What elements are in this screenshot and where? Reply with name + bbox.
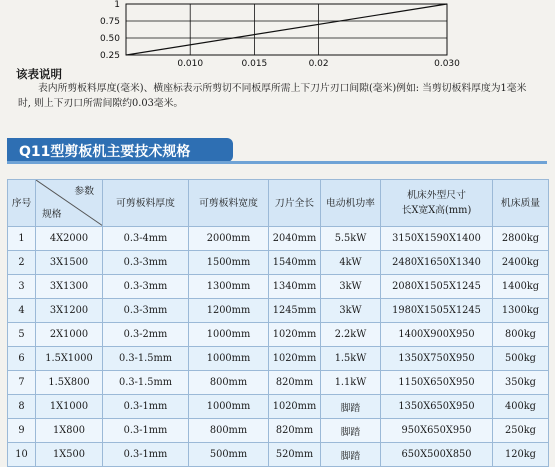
cell-thickness: 0.3-4mm (103, 227, 189, 251)
table-row (8, 251, 549, 275)
cell-blade: 1340mm (269, 275, 321, 299)
cell-motor: 1.1kW (321, 371, 381, 395)
cell-index: 3 (8, 275, 36, 299)
cell-dimensions: 2480X1650X1340 (381, 251, 493, 275)
cell-dimensions: 3150X1590X1400 (381, 227, 493, 251)
cell-weight: 800kg (493, 323, 549, 347)
cell-dimensions: 950X650X950 (381, 419, 493, 443)
cell-motor: 4kW (321, 251, 381, 275)
cell-dimensions: 1980X1505X1245 (381, 299, 493, 323)
cell-blade: 820mm (269, 371, 321, 395)
cell-spec: 2X1000 (36, 323, 103, 347)
cell-spec: 3X1200 (36, 299, 103, 323)
cell-index: 5 (8, 323, 36, 347)
cell-width: 800mm (189, 371, 269, 395)
cell-index: 10 (8, 443, 36, 467)
section-title: Q11型剪板机主要技术规格 (19, 144, 191, 160)
cell-index: 6 (8, 347, 36, 371)
cell-index: 8 (8, 395, 36, 419)
cell-dimensions: 650X500X850 (381, 443, 493, 467)
cell-spec: 1X500 (36, 443, 103, 467)
cell-width: 1000mm (189, 323, 269, 347)
cell-thickness: 0.3-1mm (103, 443, 189, 467)
cell-weight: 250kg (493, 419, 549, 443)
cell-thickness: 0.3-1.5mm (103, 347, 189, 371)
table-row (8, 395, 549, 419)
x-tick-label: 0.02 (308, 59, 329, 66)
cell-spec: 3X1500 (36, 251, 103, 275)
cell-thickness: 0.3-3mm (103, 251, 189, 275)
x-tick-label: 0.010 (177, 59, 204, 66)
cell-blade: 820mm (269, 419, 321, 443)
cell-weight: 400kg (493, 395, 549, 419)
header-width: 可剪板料宽度 (189, 180, 269, 227)
table-row (8, 227, 549, 251)
cell-weight: 1300kg (493, 299, 549, 323)
section-title-bar (7, 138, 233, 162)
header-spec: 规格 (42, 209, 62, 220)
header-param: 参数 (74, 186, 94, 197)
x-tick-label: 0.015 (241, 59, 268, 66)
table-row (8, 443, 549, 467)
cell-weight: 500kg (493, 347, 549, 371)
cell-motor: 3kW (321, 299, 381, 323)
cell-index: 2 (8, 251, 36, 275)
description-text: 表内所剪板料厚度(毫米)、横座标表示所剪切不同板厚所需上下刀片刃口间隙(毫米)例如: 当剪切板料厚度为1毫米时, 则上下刃口所需间隙约0.03毫米。 (18, 83, 527, 109)
spec-table (7, 179, 549, 467)
table-row (8, 371, 549, 395)
cell-width: 500mm (189, 443, 269, 467)
clearance-chart (0, 0, 555, 66)
cell-motor: 脚踏 (321, 443, 381, 467)
x-tick-label: 0.030 (434, 59, 460, 66)
header-index: 序号 (8, 180, 36, 227)
cell-weight: 2400kg (493, 251, 549, 275)
cell-width: 1000mm (189, 395, 269, 419)
header-dimensions (381, 180, 493, 227)
table-row (8, 419, 549, 443)
cell-index: 4 (8, 299, 36, 323)
y-tick-label: 1 (114, 0, 120, 10)
table-row (8, 323, 549, 347)
cell-blade: 1020mm (269, 347, 321, 371)
cell-width: 800mm (189, 419, 269, 443)
header-param-spec (36, 180, 103, 227)
cell-motor: 脚踏 (321, 395, 381, 419)
cell-spec: 1X800 (36, 419, 103, 443)
cell-dimensions: 1400X900X950 (381, 323, 493, 347)
cell-weight: 2800kg (493, 227, 549, 251)
cell-dimensions: 2080X1505X1245 (381, 275, 493, 299)
cell-dimensions: 1150X650X950 (381, 371, 493, 395)
y-tick-label: 0.25 (99, 51, 120, 61)
description-title: 该表说明 (16, 67, 62, 81)
cell-spec: 1.5X1000 (36, 347, 103, 371)
cell-blade: 1020mm (269, 395, 321, 419)
cell-dimensions: 1350X650X950 (381, 395, 493, 419)
cell-motor: 1.5kW (321, 347, 381, 371)
cell-dimensions: 1350X750X950 (381, 347, 493, 371)
cell-weight: 350kg (493, 371, 549, 395)
cell-motor: 5.5kW (321, 227, 381, 251)
cell-spec: 1.5X800 (36, 371, 103, 395)
cell-width: 2000mm (189, 227, 269, 251)
cell-thickness: 0.3-1mm (103, 419, 189, 443)
header-blade: 刀片全长 (269, 180, 321, 227)
header-motor: 电动机功率 (321, 180, 381, 227)
cell-weight: 1400kg (493, 275, 549, 299)
header-thickness: 可剪板料厚度 (103, 180, 189, 227)
cell-motor: 脚踏 (321, 419, 381, 443)
series-line (126, 4, 447, 55)
cell-blade: 2040mm (269, 227, 321, 251)
header-weight: 机床质量 (493, 180, 549, 227)
cell-blade: 1020mm (269, 323, 321, 347)
cell-motor: 2.2kW (321, 323, 381, 347)
header-dimensions-line1: 机床外型尺寸 (407, 190, 466, 201)
cell-weight: 120kg (493, 443, 549, 467)
cell-index: 1 (8, 227, 36, 251)
y-tick-label: 0.75 (99, 17, 120, 27)
cell-blade: 1540mm (269, 251, 321, 275)
y-tick-label: 0.50 (99, 34, 120, 44)
cell-index: 7 (8, 371, 36, 395)
cell-spec: 3X1300 (36, 275, 103, 299)
cell-spec: 1X1000 (36, 395, 103, 419)
cell-thickness: 0.3-3mm (103, 299, 189, 323)
cell-motor: 3kW (321, 275, 381, 299)
cell-width: 1200mm (189, 299, 269, 323)
cell-width: 1000mm (189, 347, 269, 371)
table-row (8, 299, 549, 323)
cell-blade: 1245mm (269, 299, 321, 323)
cell-blade: 520mm (269, 443, 321, 467)
cell-thickness: 0.3-3mm (103, 275, 189, 299)
cell-thickness: 0.3-2mm (103, 323, 189, 347)
cell-width: 1500mm (189, 251, 269, 275)
header-dimensions-line2: 长X宽X高(mm) (401, 205, 472, 216)
title-underline (7, 161, 547, 164)
cell-thickness: 0.3-1.5mm (103, 371, 189, 395)
cell-thickness: 0.3-1mm (103, 395, 189, 419)
table-header-row (8, 180, 549, 227)
cell-index: 9 (8, 419, 36, 443)
table-row (8, 347, 549, 371)
cell-width: 1300mm (189, 275, 269, 299)
table-row (8, 275, 549, 299)
cell-spec: 4X2000 (36, 227, 103, 251)
